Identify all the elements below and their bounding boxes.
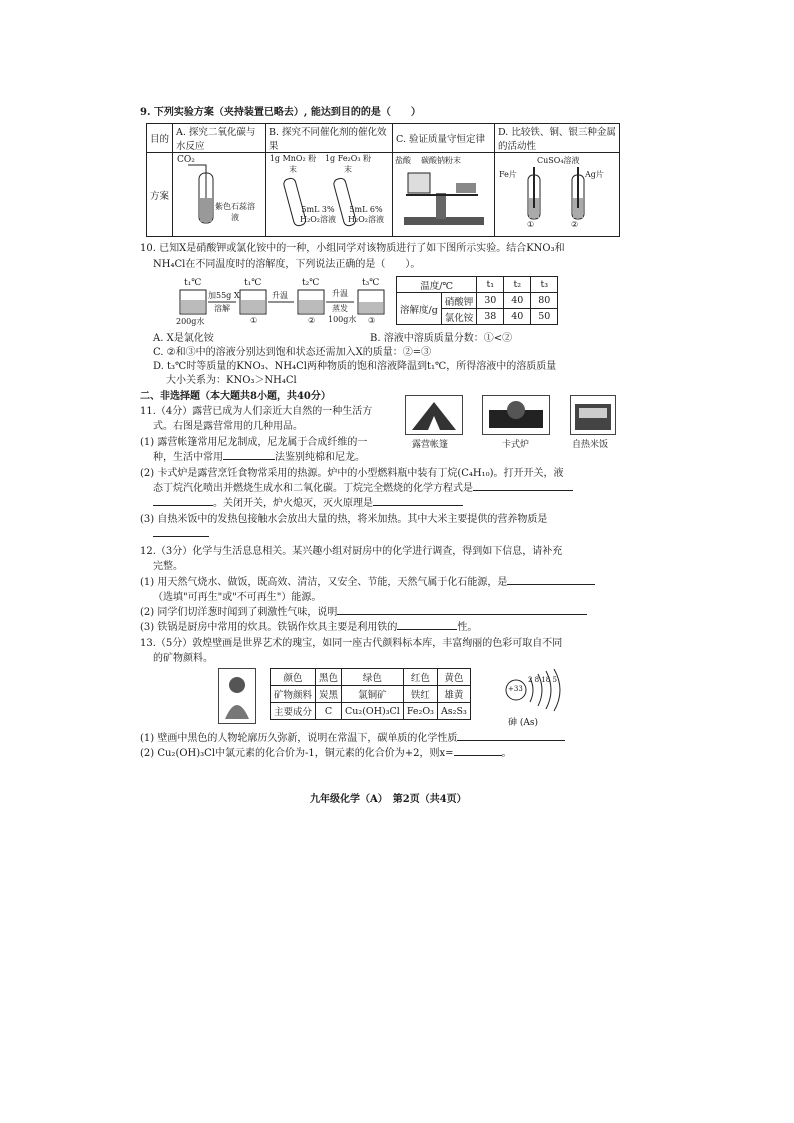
flow-step-3b: 蒸发 bbox=[332, 304, 348, 313]
mno2-label: 1g MnO₂ 粉末 bbox=[269, 154, 317, 174]
q11-part2b bbox=[153, 482, 573, 495]
arsenic-atom-diagram bbox=[500, 668, 570, 728]
litmus-label: 紫色石蕊溶液 bbox=[215, 202, 256, 222]
q10-line1: 10. 已知X是硝酸钾或氯化铵中的一种，小组同学对该物质进行了如下图所示实验。结合KNO₃和 bbox=[140, 243, 565, 254]
temp-t1: t₁ bbox=[477, 277, 504, 293]
th-color: 颜色 bbox=[271, 669, 316, 686]
answer-blank[interactable] bbox=[153, 505, 213, 506]
rice-caption: 自热米饭 bbox=[572, 440, 609, 450]
component-c: C bbox=[316, 703, 342, 720]
answer-blank[interactable] bbox=[153, 536, 209, 537]
nucleus-charge: +33 bbox=[508, 685, 523, 693]
fe-label: Fe片 bbox=[499, 170, 517, 179]
q10-option-b: B. 溶液中溶质质量分数：①<② bbox=[370, 333, 513, 344]
color-red: 红色 bbox=[403, 669, 437, 686]
q13-part2-end: 。 bbox=[501, 748, 512, 759]
h2o2-3pct-label: 5mL 3% H₂O₂溶液 bbox=[300, 205, 336, 224]
flow-water: 200g水 bbox=[176, 317, 205, 326]
answer-blank[interactable] bbox=[373, 505, 463, 506]
component-fe2o3: Fe₂O₃ bbox=[403, 703, 437, 720]
q13-line2: 的矿物颜料。 bbox=[153, 653, 213, 664]
nh4cl-t1: 38 bbox=[477, 309, 504, 325]
kno3-t1: 30 bbox=[477, 293, 504, 309]
kno3-label: 硝酸钾 bbox=[441, 293, 477, 309]
q12-part2 bbox=[140, 606, 587, 619]
q11-part1b bbox=[153, 451, 365, 464]
plan-b bbox=[266, 153, 393, 237]
answer-blank[interactable] bbox=[473, 490, 573, 491]
h2o2-6pct-label: 5mL 6% H₂O₂溶液 bbox=[348, 205, 384, 224]
q11-part1b-text: 种，生活中常用 bbox=[153, 452, 223, 463]
pigment-table bbox=[270, 668, 471, 720]
th-component: 主要成分 bbox=[271, 703, 316, 720]
flow-step-3: 升温 bbox=[332, 289, 348, 298]
q13-part2-text: (2) Cu₂(OH)₃Cl中氯元素的化合价为-1，铜元素的化合价为+2，则x= bbox=[140, 748, 454, 759]
solubility-table bbox=[396, 276, 558, 325]
flow-temp-2: t₁℃ bbox=[244, 278, 262, 288]
q11-part2c-text: 。关闭开关，炉火熄灭，灭火原理是 bbox=[213, 498, 373, 509]
answer-blank[interactable] bbox=[454, 755, 502, 756]
row-label-plan: 方案 bbox=[147, 153, 173, 237]
solubility-header: 溶解度/g bbox=[397, 293, 442, 325]
temp-t3: t₃ bbox=[531, 277, 558, 293]
q11-part2a: (2) 卡式炉是露营烹饪食物常采用的热源。炉中的小型燃料瓶中装有丁烷(C₄H₁₀)。打开开关，液 bbox=[140, 468, 564, 479]
kno3-t3: 80 bbox=[531, 293, 558, 309]
q10-line2: NH₄Cl在不同温度时的溶解度，下列说法正确的是（ ）。 bbox=[153, 259, 421, 270]
co2-label: CO₂ bbox=[177, 155, 195, 165]
arsenic-label: 砷 (As) bbox=[508, 718, 539, 728]
q13-line1: 13.（5分）敦煌壁画是世界艺术的瑰宝，如同一座古代颜料标本库，丰富绚丽的色彩可取自不同 bbox=[140, 638, 563, 649]
q10-option-a: A. X是氯化铵 bbox=[153, 333, 214, 344]
q11-part3b bbox=[153, 528, 209, 541]
th-pigment: 矿物颜料 bbox=[271, 686, 316, 703]
q12-part1b: （选填"可再生"或"不可再生"）能源。 bbox=[153, 592, 322, 603]
q10-option-c: C. ②和③中的溶液分别达到饱和状态还需加入X的质量：②=③ bbox=[153, 347, 432, 358]
q12-line2: 完整。 bbox=[153, 561, 183, 572]
purpose-a: A. 探究二氧化碳与水反应 bbox=[173, 124, 266, 153]
q11-line1: 11.（4分）露营已成为人们亲近大自然的一种生活方 bbox=[140, 406, 373, 417]
answer-blank[interactable] bbox=[457, 740, 565, 741]
color-black: 黑色 bbox=[316, 669, 342, 686]
q11-part1a: (1) 露营帐篷常用尼龙制成，尼龙属于合成纤维的一 bbox=[140, 437, 368, 448]
mural-figure-image bbox=[218, 668, 256, 724]
purpose-d: D. 比较铁、铜、银三种金属的活动性 bbox=[495, 124, 620, 153]
tube-1-label: ① bbox=[527, 220, 535, 229]
purpose-b: B. 探究不同催化剂的催化效果 bbox=[266, 124, 393, 153]
row-label-purpose: 目的 bbox=[147, 124, 173, 153]
answer-blank[interactable] bbox=[507, 584, 595, 585]
plan-a bbox=[173, 153, 266, 237]
flow-step-2: 升温 bbox=[272, 291, 288, 300]
q13-part2 bbox=[140, 747, 512, 760]
pigment-atacamite: 氯铜矿 bbox=[342, 686, 404, 703]
q12-part3b-text: 性。 bbox=[457, 622, 478, 633]
q10-option-d1: D. t₃℃时等质量的KNO₃、NH₄Cl两种物质的饱和溶液降温到t₁℃，所得溶液中的溶质质量 bbox=[153, 361, 557, 372]
beaker-2-label: ② bbox=[308, 316, 316, 325]
color-green: 绿色 bbox=[342, 669, 404, 686]
tent-image bbox=[405, 395, 463, 435]
answer-blank[interactable] bbox=[337, 614, 587, 615]
hcl-label: 盐酸 bbox=[395, 156, 412, 165]
ag-label: Ag片 bbox=[585, 170, 604, 179]
page-footer: 九年级化学（A） 第2页（共4页） bbox=[310, 794, 467, 805]
answer-blank[interactable] bbox=[223, 459, 275, 460]
q10-flow-diagram bbox=[170, 276, 390, 328]
q11-part2c bbox=[153, 497, 463, 510]
component-as2s3: As₂S₃ bbox=[437, 703, 470, 720]
purpose-c: C. 验证质量守恒定律 bbox=[393, 124, 495, 153]
q12-part1a-text: (1) 用天然气烧水、做饭，既高效、清洁，又安全、节能，天然气属于化石能源，是 bbox=[140, 577, 508, 588]
cassette-stove-image bbox=[482, 395, 550, 435]
temp-t2: t₂ bbox=[504, 277, 531, 293]
q12-part3 bbox=[140, 621, 477, 634]
tube-2-label: ② bbox=[571, 220, 579, 229]
color-yellow: 黄色 bbox=[437, 669, 470, 686]
q13-part1 bbox=[140, 732, 565, 745]
self-heating-rice-image bbox=[570, 395, 616, 435]
q11-part3a: (3) 自热米饭中的发热包接触水会放出大量的热，将米加热。其中大米主要提供的营养物质是 bbox=[140, 514, 548, 525]
answer-blank[interactable] bbox=[397, 629, 457, 630]
section-2-title: 二、非选择题（本大题共8小题，共40分） bbox=[140, 391, 331, 402]
flow-step-3c: 100g水 bbox=[328, 315, 357, 324]
stove-caption: 卡式炉 bbox=[502, 440, 530, 450]
q12-part1a bbox=[140, 576, 595, 589]
q9-table bbox=[146, 123, 620, 237]
temp-header: 温度/℃ bbox=[397, 277, 477, 293]
flow-temp-4: t₃℃ bbox=[362, 278, 380, 288]
electron-shells: 2 8 18 5 bbox=[528, 676, 557, 684]
flow-step-1: 加55g X bbox=[208, 291, 240, 300]
beaker-1-label: ① bbox=[250, 316, 258, 325]
q10-option-d2: 大小关系为：KNO₃＞NH₄Cl bbox=[166, 375, 297, 386]
q9-stem: 9. 下列实验方案（夹持装置已略去）, 能达到目的的是（ ） bbox=[140, 107, 421, 118]
kno3-t2: 40 bbox=[504, 293, 531, 309]
beaker-3-label: ③ bbox=[368, 316, 376, 325]
pigment-iron-red: 铁红 bbox=[403, 686, 437, 703]
q12-part2-text: (2) 同学们切洋葱时闻到了刺激性气味，说明 bbox=[140, 607, 338, 618]
plan-c bbox=[393, 153, 495, 237]
na2co3-label: 碳酸钠粉末 bbox=[421, 156, 462, 165]
q11-part1c-text: 法鉴别纯棉和尼龙。 bbox=[275, 452, 365, 463]
flow-step-1b: 溶解 bbox=[214, 304, 230, 313]
cuso4-label: CuSO₄溶液 bbox=[537, 156, 580, 165]
q12-part3a-text: (3) 铁锅是厨房中常用的炊具。铁锅作炊具主要是利用铁的 bbox=[140, 622, 398, 633]
fe2o3-label: 1g Fe₂O₃ 粉末 bbox=[324, 154, 372, 174]
plan-d bbox=[495, 153, 620, 237]
pigment-carbon-black: 炭黑 bbox=[316, 686, 342, 703]
flow-temp-3: t₂℃ bbox=[302, 278, 320, 288]
tent-caption: 露营帐篷 bbox=[412, 440, 449, 450]
flow-temp-1: t₁℃ bbox=[184, 278, 202, 288]
component-cu2oh3cl: Cu₂(OH)₃Cl bbox=[342, 703, 404, 720]
pigment-realgar: 雄黄 bbox=[437, 686, 470, 703]
nh4cl-label: 氯化铵 bbox=[441, 309, 477, 325]
q12-line1: 12.（3分）化学与生活息息相关。某兴趣小组对厨房中的化学进行调查，得到如下信息，请补充 bbox=[140, 546, 563, 557]
q11-part2b-text: 态丁烷汽化喷出并燃烧生成水和二氧化碳。丁烷完全燃烧的化学方程式是 bbox=[153, 483, 473, 494]
nh4cl-t3: 50 bbox=[531, 309, 558, 325]
nh4cl-t2: 40 bbox=[504, 309, 531, 325]
q11-line2: 式。右图是露营常用的几种用品。 bbox=[153, 421, 303, 432]
q13-part1-text: (1) 壁画中黑色的人物轮廓历久弥新，说明在常温下，碳单质的化学性质 bbox=[140, 733, 458, 744]
